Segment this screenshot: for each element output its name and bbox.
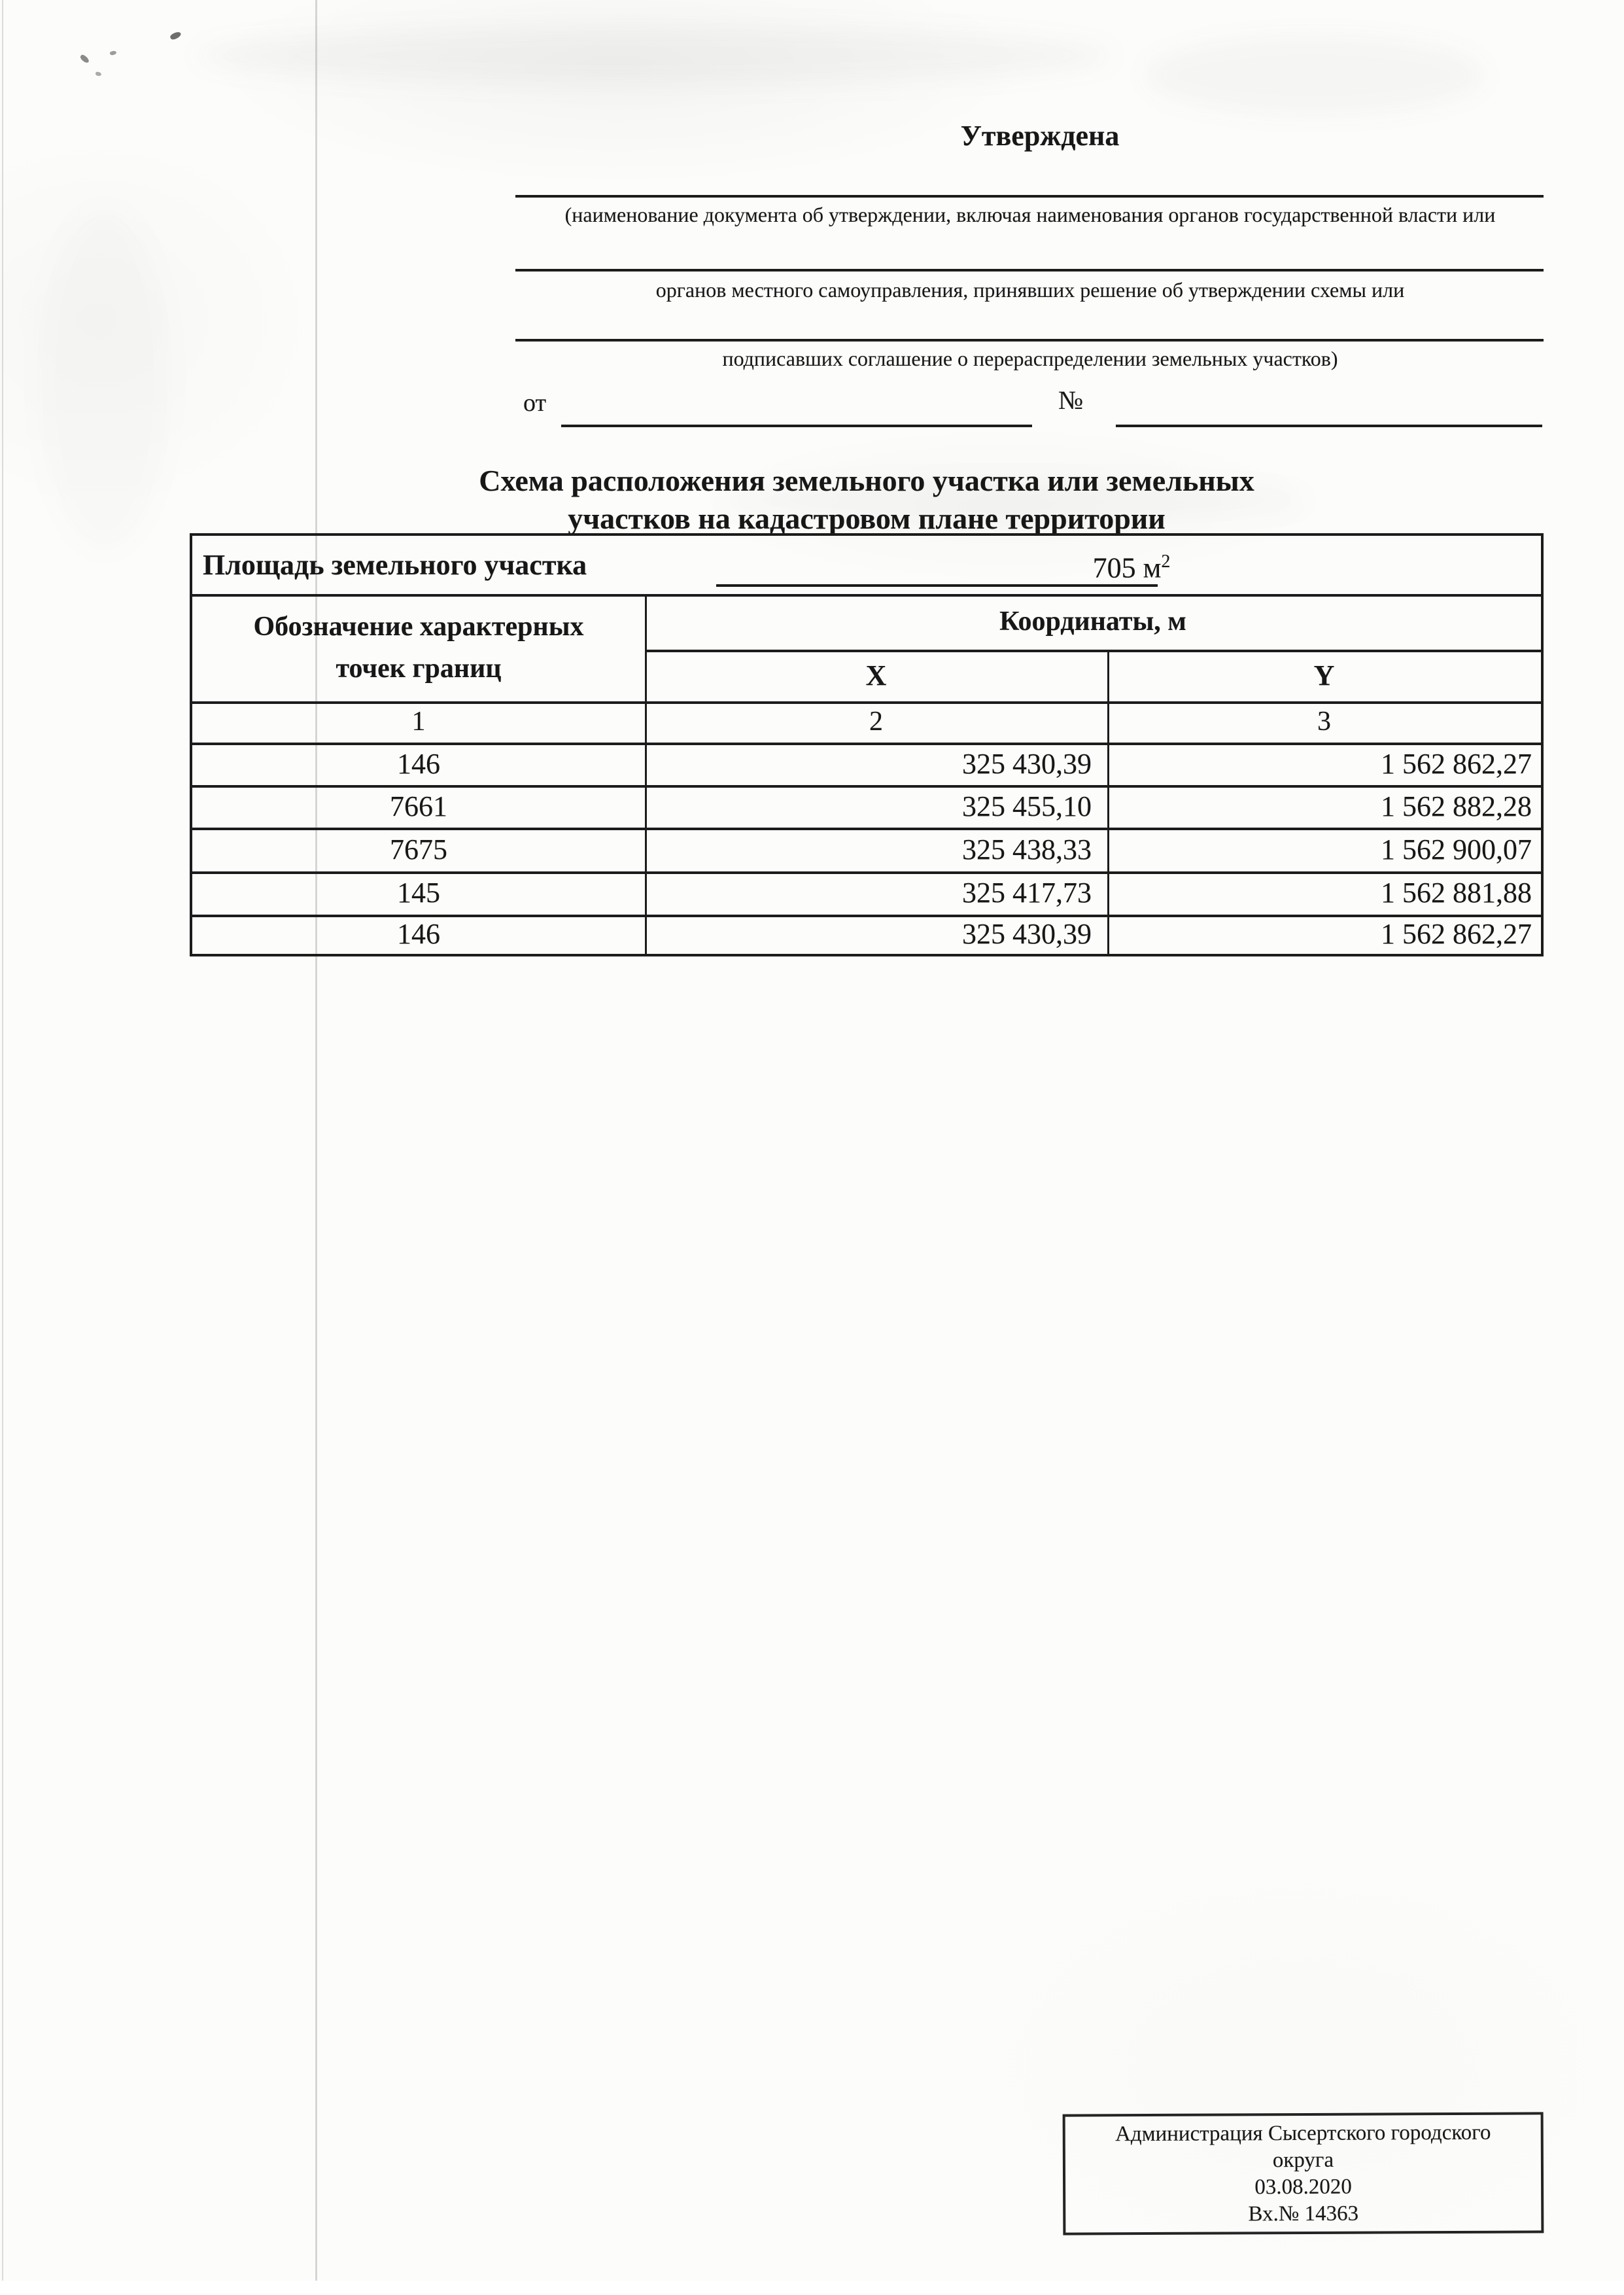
scan-edge-line: [2, 0, 3, 2295]
approval-caption-2: органов местного самоуправления, принявших решение об утверждении схемы или: [655, 278, 1405, 302]
area-unit-exponent: 2: [1161, 552, 1171, 572]
x-value: 325 455,10: [962, 790, 1092, 822]
approval-caption-3: подписавших соглашение о перераспределении земельных участков): [722, 347, 1338, 370]
x-value: 325 438,33: [962, 833, 1092, 866]
point-id: 7675: [390, 833, 447, 866]
point-id: 146: [397, 748, 440, 780]
area-value-underline: [716, 584, 1158, 587]
number-label: №: [1058, 385, 1084, 415]
column-number-2: 2: [869, 707, 883, 737]
number-underline: [1116, 425, 1542, 427]
area-label: Площадь земельного участка: [203, 549, 587, 581]
points-column-header-line1: Обозначение характерных: [253, 612, 584, 642]
document-title-line1: Схема расположения земельного участка или земельных: [479, 464, 1254, 497]
ink-speck: [79, 54, 90, 64]
column-number-3: 3: [1317, 707, 1331, 737]
y-value: 1 562 882,28: [1381, 790, 1532, 822]
approval-rule-3: [515, 339, 1544, 342]
area-value-number: 705: [1092, 552, 1136, 584]
points-column-header: [192, 594, 645, 701]
y-value: 1 562 881,88: [1381, 877, 1532, 909]
approved-label: Утверждена: [960, 120, 1120, 152]
scan-smudge: [39, 209, 170, 550]
scan-smudge: [196, 26, 1112, 85]
column-number-1: 1: [411, 707, 426, 737]
document-title-line2: участков на кадастровом плане территории: [568, 502, 1166, 535]
stamp-organization-line2: округа: [1272, 2148, 1334, 2172]
x-value: 325 430,39: [962, 748, 1092, 780]
stamp-incoming-number: Вх.№ 14363: [1248, 2201, 1359, 2226]
x-column-header: X: [865, 659, 887, 692]
approval-caption-1: (наименование документа об утверждении, включая наименования органов государственной власти или: [564, 203, 1496, 226]
points-column-header-line2: точек границ: [336, 654, 502, 684]
registration-stamp: [1063, 2112, 1544, 2235]
ink-speck: [95, 71, 102, 76]
scan-smudge: [1145, 36, 1485, 114]
x-value: 325 430,39: [962, 918, 1092, 950]
date-underline: [561, 425, 1032, 427]
y-value: 1 562 862,27: [1381, 748, 1532, 780]
y-value: 1 562 862,27: [1381, 918, 1532, 950]
y-value: 1 562 900,07: [1381, 833, 1532, 866]
scan-fold-line: [315, 0, 317, 2281]
coordinates-header: Координаты, м: [999, 606, 1186, 637]
approval-rule-2: [515, 269, 1544, 272]
area-value: [1033, 536, 1230, 588]
approval-rule-1: [515, 195, 1544, 198]
scan-bottom-strip: [0, 2281, 1624, 2295]
point-id: 7661: [390, 790, 447, 822]
stamp-date: 03.08.2020: [1254, 2175, 1352, 2199]
y-column-header: Y: [1313, 659, 1335, 692]
ink-speck: [169, 31, 182, 41]
stamp-organization-line1: Администрация Сысертского городского: [1114, 2120, 1491, 2146]
area-unit: м: [1143, 552, 1162, 584]
ink-speck: [109, 50, 116, 56]
point-id: 145: [397, 877, 440, 909]
coordinates-table: [190, 533, 1544, 956]
date-label: от: [523, 389, 547, 417]
point-id: 146: [397, 918, 440, 950]
x-value: 325 417,73: [962, 877, 1092, 909]
